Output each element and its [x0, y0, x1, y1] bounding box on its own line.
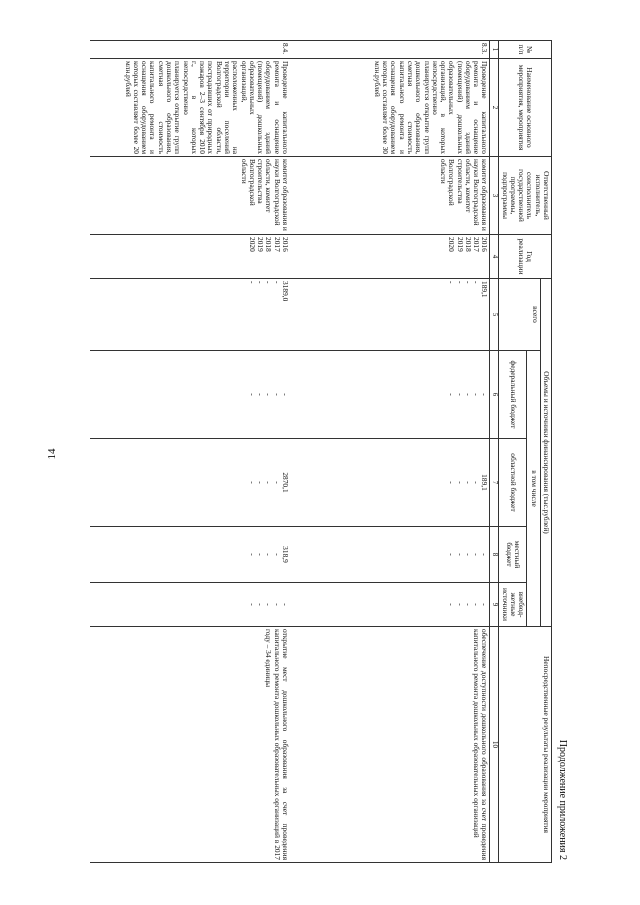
header-federal: федеральный бюджет	[499, 351, 527, 439]
offbudget-funding: - - - - -	[290, 583, 490, 627]
federal-funding: - - - - -	[290, 351, 490, 439]
federal-funding: - - - - -	[90, 351, 290, 439]
column-number: 10	[490, 627, 499, 863]
header-funding: Объемы и источники финансирования (тыс.рублей)	[540, 279, 551, 627]
result-text: обеспечение доступности дошкольного образования за счет проведения капитального ремонта дошкольных образовательных организаций	[290, 627, 490, 863]
executor: комитет образования и науки Волгоградской области, комитет строительства Волгоградской области	[90, 157, 290, 235]
years: 2016 2017 2018 2019 2020	[290, 235, 490, 279]
executor: комитет образования и науки Волгоградской области, комитет строительства Волгоградской области	[290, 157, 490, 235]
local-funding: - - - - -	[290, 527, 490, 583]
regional-funding: 2870,1 - - - -	[90, 439, 290, 527]
page-number: 14	[46, 448, 58, 460]
column-number: 1	[490, 41, 499, 59]
total-funding: 189,1 - - - -	[290, 279, 490, 351]
column-number: 2	[490, 59, 499, 157]
column-number: 3	[490, 157, 499, 235]
column-number-row	[490, 41, 499, 863]
row-number: 8.3.	[290, 41, 490, 59]
column-number: 8	[490, 527, 499, 583]
table-row	[290, 41, 490, 863]
header-regional: областной бюджет	[499, 439, 527, 527]
local-funding: 318,9 - - - -	[90, 527, 290, 583]
total-funding: 3189,0 - - - -	[90, 279, 290, 351]
column-number: 5	[490, 279, 499, 351]
regional-funding: 189,1 - - - -	[290, 439, 490, 527]
result-text: открытие мест дошкольного образования за счет проведения капитального ремонта дошкольных образовательных организаций в 2017 году – 34 единицы	[90, 627, 290, 863]
header-name: Наименование основного мероприятия, мероприятия	[499, 59, 552, 157]
rotated-table-page	[123, 28, 568, 868]
header-offbudget: внебюд-жетные источники	[499, 583, 527, 627]
continuation-label: Продолжение приложения 2	[557, 739, 568, 860]
years: 2016 2017 2018 2019 2020	[90, 235, 290, 279]
table-row	[90, 41, 290, 863]
column-number: 4	[490, 235, 499, 279]
column-number: 6	[490, 351, 499, 439]
column-number: 7	[490, 439, 499, 527]
offbudget-funding: - - - - -	[90, 583, 290, 627]
measure-name: Проведение капитального ремонта и оснащение оборудованием зданий (помещений) дошкольных образовательных организаций, в которых непосредственно планируется открытие групп дошкольного образования, сметная стоимость капитального ремонта и оснащения оборудованием которых составляет более 30 млн.рублей	[290, 59, 490, 157]
header-num: № п/п	[499, 41, 552, 59]
header-total: всего	[499, 279, 540, 351]
measure-name: Проведение капитального ремонта и оснащение оборудованием зданий (помещений) дошкольных образовательных организаций, расположенных на территории поселений Волгоградской области, пострадавших от природных пожаров 2–3 сентября 2010 г., в которых непосредственно планируется открытие групп дошкольного образования, сметная стоимость капитального ремонта и оснащения оборудованием которых составляет более 20 млн.рублей	[90, 59, 290, 157]
header-year: Год реализации	[499, 235, 552, 279]
row-number: 8.4.	[90, 41, 290, 59]
column-number: 9	[490, 583, 499, 627]
header-result: Непосредственные результаты реализации мероприятия	[499, 627, 552, 863]
header-local: местный бюджет	[499, 527, 527, 583]
header-of-which: в том числе	[527, 351, 541, 627]
funding-table	[90, 40, 552, 863]
header-executor: Ответственный исполнитель, соисполнитель государственной программы, подпрограммы	[499, 157, 552, 235]
